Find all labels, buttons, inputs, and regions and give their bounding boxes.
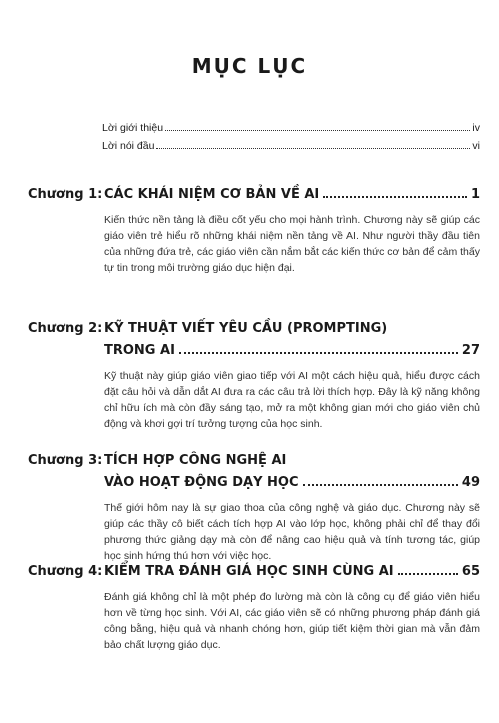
- front-matter-entry: [102, 122, 480, 134]
- chapter-description: Đánh giá không chỉ là một phép đo lường mà còn là công cụ để giáo viên hiểu hơn về từng học sinh. Với AI, các giáo viên sẽ có những phương pháp đánh giá công bằng, hiệu quả và nhanh chóng hơn, giúp tiết kiệm thời gian mà vẫn đảm bảo chất lượng giáo dục.: [104, 591, 480, 651]
- chapter-description: Kỹ thuật này giúp giáo viên giao tiếp với AI một cách hiệu quả, hiểu được cách đặt câu hỏi và dẫn dắt AI đưa ra các câu trả lời thích hợp. Đây là kỹ năng không chỉ hữu ích mà còn đầy sáng tạo, mở ra một không gian mới cho giáo viên chủ động và khơi gợi trí tưởng tượng của học sinh.: [104, 370, 480, 430]
- chapter-description: Thế giới hôm nay là sự giao thoa của công nghệ và giáo dục. Chương này sẽ giúp các thầy cô biết cách tích hợp AI vào lớp học, không phải chỉ để thay đổi phương thức giảng dạy mà còn để nâng cao hiệu quả và tính tương tác, giúp học sinh hứng thú hơn với việc học.: [104, 502, 480, 562]
- entry-label: Lời nói đầu: [102, 140, 155, 152]
- dot-leader: [303, 475, 458, 486]
- chapter-entry: [28, 561, 480, 653]
- chapter-entry: [28, 450, 480, 564]
- chapter-entry: [28, 318, 480, 432]
- entry-label: Lời giới thiệu: [102, 122, 164, 134]
- dot-leader: [398, 564, 458, 575]
- dot-leader: [179, 343, 458, 354]
- dot-leader: [156, 140, 470, 149]
- chapter-title-cont: VÀO HOẠT ĐỘNG DẠY HỌC: [104, 475, 299, 490]
- chapter-title: KỸ THUẬT VIẾT YÊU CẦU (PROMPTING): [104, 321, 388, 336]
- page-title: MỤC LỤC: [191, 54, 308, 78]
- entry-page: iv: [472, 122, 480, 134]
- chapter-description: Kiến thức nền tảng là điều cốt yếu cho mọi hành trình. Chương này sẽ giúp các giáo viên trẻ hiểu rõ những khái niệm nền tảng về AI. Như người thầy đầu tiên của những đứa trẻ, các giáo viên cần nắm bắt các kiến thức cơ bản để cảm thấy tự tin trong môi trường giáo dục hiện đại.: [104, 214, 480, 274]
- chapter-title: CÁC KHÁI NIỆM CƠ BẢN VỀ AI: [104, 187, 320, 202]
- chapter-page: 27: [461, 343, 480, 358]
- chapter-label: Chương 2:: [28, 321, 103, 336]
- dot-leader: [323, 187, 467, 198]
- chapter-title-cont: TRONG AI: [104, 343, 175, 358]
- chapter-page: 1: [470, 187, 480, 202]
- dot-leader: [165, 122, 470, 131]
- chapter-label: Chương 1:: [28, 187, 103, 202]
- chapter-page: 65: [461, 564, 480, 579]
- chapter-entry: [28, 184, 480, 276]
- front-matter-entry: [102, 140, 480, 152]
- chapter-page: 49: [461, 475, 480, 490]
- chapter-label: Chương 4:: [28, 564, 103, 579]
- chapter-title: KIỂM TRA ĐÁNH GIÁ HỌC SINH CÙNG AI: [104, 564, 394, 579]
- chapter-label: Chương 3:: [28, 453, 103, 468]
- chapter-title: TÍCH HỢP CÔNG NGHỆ AI: [104, 453, 287, 468]
- entry-page: vi: [472, 140, 480, 152]
